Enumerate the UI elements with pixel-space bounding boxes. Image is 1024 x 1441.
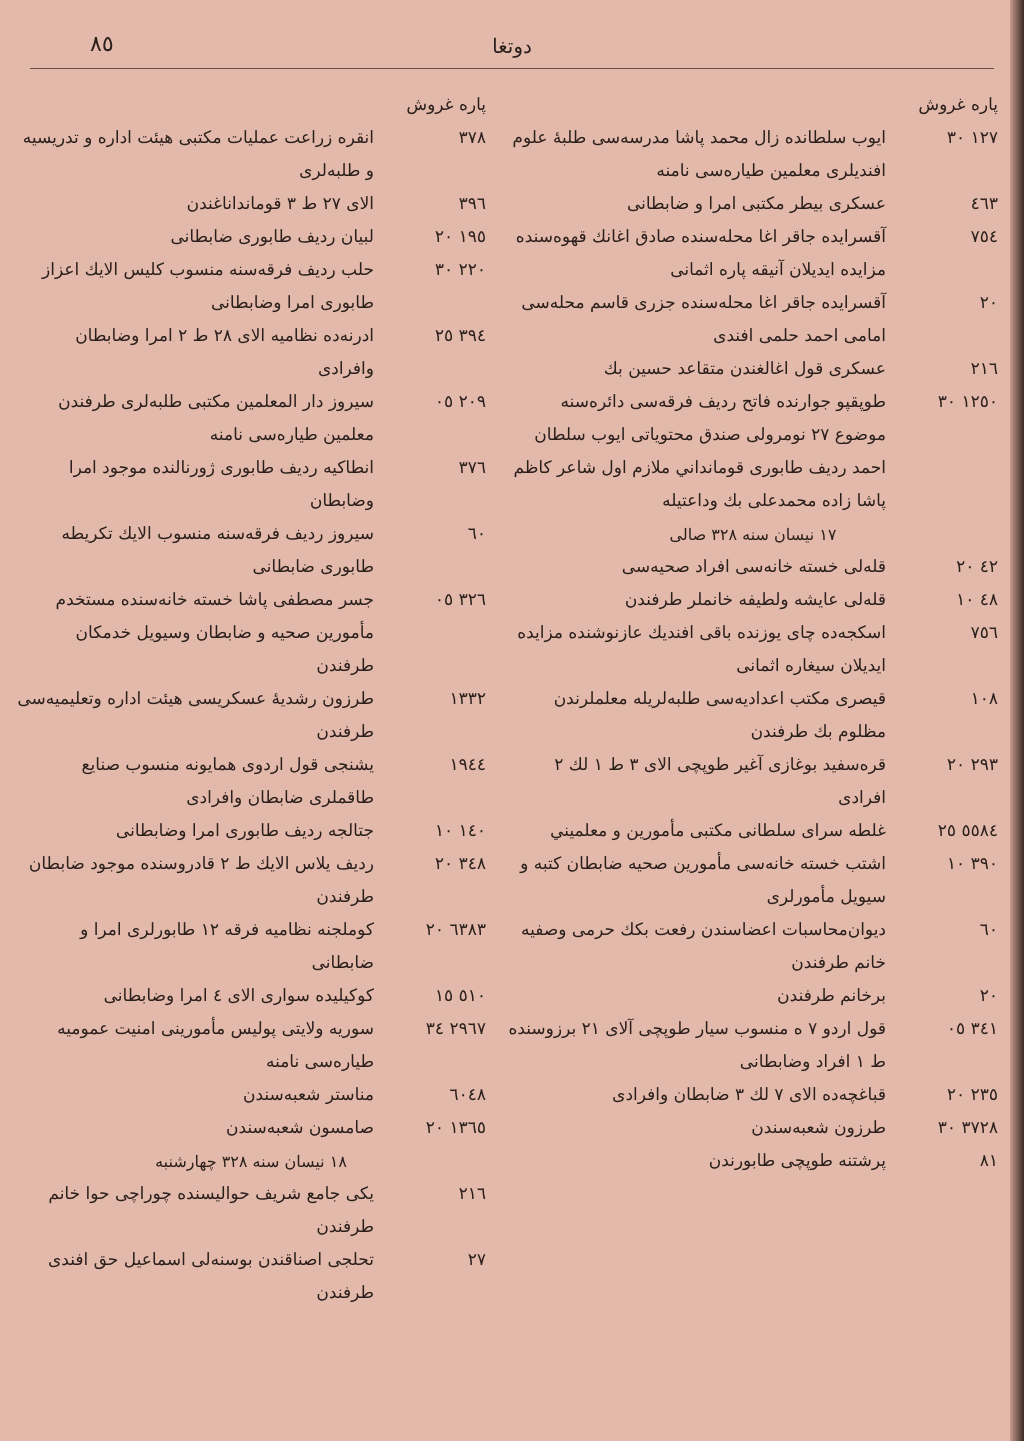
entry-description: كوكيليده سواری الای ٤ امرا وضابطانی xyxy=(103,986,374,1006)
ledger-entry xyxy=(16,1178,486,1244)
entry-amount: ٤٢ ٢٠ xyxy=(956,557,998,577)
ledger-entry xyxy=(16,848,486,914)
left-column xyxy=(16,88,486,1310)
entry-description: سوريه ولايتی پوليس مأمورينی امنيت عموميه طياره‌سی نامنه xyxy=(57,1019,374,1072)
ledger-entry xyxy=(16,1013,486,1079)
ledger-entry xyxy=(508,749,998,815)
entry-amount: ٣٩٤ ٢٥ xyxy=(434,326,486,346)
entry-amount: ٢٣٥ ٢٠ xyxy=(946,1085,998,1105)
entry-description: قول اردو ٧ ه منسوب سيار طوپچی آلای ٢١ برزوسنده ط ١ افراد وضابطانی xyxy=(508,1019,886,1072)
page-header xyxy=(60,28,964,68)
entry-description: حلب رديف فرقه‌سنه منسوب كليس الايك اعزاز طابوری امرا وضابطانی xyxy=(42,260,374,313)
ledger-entry xyxy=(508,1112,998,1145)
column-heading: پاره غروش xyxy=(918,95,998,115)
ledger-entry xyxy=(508,353,998,386)
entry-description: ديوان‌محاسبات اعضاسندن رفعت بكك حرمی وصفيه خانم طرفندن xyxy=(520,920,886,973)
entry-amount: ٧٥٤ xyxy=(970,227,998,247)
entry-description: جتالجه رديف طابوری امرا وضابطانی xyxy=(115,821,374,841)
entry-amount: ٣٩٦ xyxy=(458,194,486,214)
entry-description: كوملجنه نظاميه فرقه ١٢ طابورلری امرا و ضابطانی xyxy=(80,920,374,973)
entry-description: قله‌لی عايشه ولطيفه خانملر طرفندن xyxy=(624,590,886,610)
ledger-entry xyxy=(16,1244,486,1310)
entry-amount: ٨١ xyxy=(979,1151,998,1171)
entry-amount: ٢٧ xyxy=(467,1250,486,1270)
date-note: ١٧ نيسان سنه ٣٢٨ صالی xyxy=(669,525,837,544)
ledger-entry xyxy=(16,1079,486,1112)
entry-amount: ٣٧٨ xyxy=(458,128,486,148)
ledger-entry xyxy=(508,914,998,980)
entry-amount: ٣٧٢٨ ٣٠ xyxy=(937,1118,998,1138)
book-spine-shadow xyxy=(1010,0,1024,1441)
entry-amount: ٧٥٦ xyxy=(970,623,998,643)
entry-description: اشتب خسته خانه‌سی مأمورين صحيه ضابطان كتبه و سيويل مأمورلری xyxy=(520,854,886,907)
entry-amount: ١٤٠ ١٠ xyxy=(434,821,486,841)
right-column xyxy=(508,88,998,1178)
entry-amount: ٢٠ xyxy=(979,293,998,313)
ledger-entry xyxy=(16,221,486,254)
ledger-entry xyxy=(508,551,998,584)
date-note: ١٨ نيسان سنه ٣٢٨ چهارشنبه xyxy=(155,1152,347,1171)
ledger-entry xyxy=(508,122,998,188)
ledger-entry xyxy=(16,980,486,1013)
ledger-entry xyxy=(508,980,998,1013)
ledger-entry xyxy=(508,1079,998,1112)
entry-amount: ١٣٣٢ xyxy=(449,689,486,709)
ledger-entry xyxy=(508,584,998,617)
entry-description: آقسرايده جاقر اغا محله‌سنده صادق اغانك قهوه‌سنده مزايده ايديلان آنيقه پاره اثمانی xyxy=(515,227,886,280)
page-number: ٨٥ xyxy=(90,32,114,57)
entry-description: قباغچه‌ده الای ٧ لك ٣ ضابطان وافرادی xyxy=(612,1085,886,1105)
ledger-entry xyxy=(16,188,486,221)
ledger-entry xyxy=(16,914,486,980)
entry-description: ادرنه‌ده نظاميه الای ٢٨ ط ٢ امرا وضابطان وافرادی xyxy=(75,326,374,379)
entry-description: انطاكيه رديف طابوری ژورنالنده موجود امرا وضابطان xyxy=(68,458,374,511)
entry-description: طرزون شعبه‌سندن xyxy=(751,1118,886,1138)
entry-amount: ٢٩٣ ٢٠ xyxy=(946,755,998,775)
entry-amount: ٢٩٦٧ ٣٤ xyxy=(425,1019,486,1039)
entry-amount: ٣٢٦ ٠٥ xyxy=(434,590,486,610)
column-heading: پاره غروش xyxy=(406,95,486,115)
entry-description: لبيان رديف طابوری ضابطانی xyxy=(170,227,374,247)
entry-description: انقره زراعت عمليات مكتبی هيئت اداره و تدريسيه و طلبه‌لری xyxy=(22,128,374,181)
entry-description: يكی جامع شريف حواليسنده چوراچی حوا خانم طرفندن xyxy=(48,1184,374,1237)
entry-description: قره‌سفيد بوغازی آغير طوپچی الای ٣ ط ١ لك ٢ افرادی xyxy=(554,755,886,808)
ledger-entry xyxy=(16,584,486,683)
entry-amount: ٥٥٨٤ ٢٥ xyxy=(937,821,998,841)
entry-description: طرزون رشديهٔ عسكريسی هيئت اداره وتعليميه‌سی طرفندن xyxy=(17,689,374,742)
ledger-entry xyxy=(508,815,998,848)
ledger-entry xyxy=(16,518,486,584)
entry-amount: ٤٨ ١٠ xyxy=(956,590,998,610)
running-title: دوتغا xyxy=(492,34,532,58)
entry-description: عسكری قول اغالغندن متقاعد حسين بك xyxy=(603,359,886,379)
entry-amount: ١٠٨ xyxy=(970,689,998,709)
entry-description: جسر مصطفى پاشا خسته خانه‌سنده مستخدم مأمورين صحيه و ضابطان وسيويل خدمكان طرفندن xyxy=(55,590,374,676)
ledger-entry xyxy=(16,749,486,815)
ledger-entry xyxy=(508,683,998,749)
entry-amount: ٣٩٠ ١٠ xyxy=(946,854,998,874)
entry-description: طوپقپو جوارنده فاتح رديف فرقه‌سی دائره‌سنه موضوع ٢٧ نومرولی صندق محتوياتی ايوب سلطان احمد رديف طابوری قومانداني ملازم اول شاعر كاظم پاشا زاده محمدعلی بك وداعتيله xyxy=(513,392,886,511)
entry-amount: ٦٠ xyxy=(979,920,998,940)
entry-amount: ٥١٠ ١٥ xyxy=(434,986,486,1006)
entry-amount: ٣٤١ ٠٥ xyxy=(946,1019,998,1039)
entry-amount: ١٢٧ ٣٠ xyxy=(946,128,998,148)
ledger-entry xyxy=(508,386,998,518)
entry-amount: ١٢٥٠ ٣٠ xyxy=(937,392,998,412)
ledger-entry xyxy=(16,254,486,320)
entry-description: يشنجی قول اردوی همايونه منسوب صنايع طاقملری ضابطان وافرادی xyxy=(81,755,374,808)
entry-amount: ٦٣٨٣ ٢٠ xyxy=(425,920,486,940)
entry-amount: ٢١٦ xyxy=(970,359,998,379)
ledger-entry xyxy=(16,122,486,188)
ledger-entry xyxy=(508,848,998,914)
entry-description: الای ٢٧ ط ٣ قومانداناغندن xyxy=(186,194,374,214)
entry-amount: ٦٠ xyxy=(467,524,486,544)
entry-amount: ٢٠٩ ٠٥ xyxy=(434,392,486,412)
entry-amount: ١٩٥ ٢٠ xyxy=(434,227,486,247)
entry-amount: ٢٢٠ ٣٠ xyxy=(434,260,486,280)
ledger-entry xyxy=(508,287,998,353)
entry-description: آقسرايده جاقر اغا محله‌سنده جزری قاسم محله‌سی امامی احمد حلمی افندی xyxy=(521,293,886,346)
ledger-entry xyxy=(508,221,998,287)
ledger-entry xyxy=(508,617,998,683)
entry-amount: ٦٠٤٨ xyxy=(449,1085,486,1105)
entry-amount: ١٣٦٥ ٢٠ xyxy=(425,1118,486,1138)
entry-description: تحلجی اصناقندن بوسنه‌لی اسماعيل حق افندی طرفندن xyxy=(48,1250,374,1303)
entry-amount: ٣٧٦ xyxy=(458,458,486,478)
entry-amount: ٢٠ xyxy=(979,986,998,1006)
ledger-entry xyxy=(16,1112,486,1145)
ledger-entry xyxy=(16,683,486,749)
entry-description: رديف يلاس الايك ط ٢ قادروسنده موجود ضابطان طرفندن xyxy=(28,854,374,907)
ledger-entry xyxy=(16,452,486,518)
entry-amount: ١٩٤٤ xyxy=(449,755,486,775)
entry-description: قيصری مكتب اعدادیه‌سی طلبه‌لريله معلملرندن مظلوم بك طرفندن xyxy=(553,689,886,742)
entry-description: غلطه سرای سلطانی مكتبی مأمورين و معلميني xyxy=(550,821,886,841)
entry-description: ايوب سلطانده زال محمد پاشا مدرسه‌سی طلبهٔ علوم افنديلری معلمين طياره‌سی نامنه xyxy=(512,128,886,181)
entry-description: صامسون شعبه‌سندن xyxy=(225,1118,374,1138)
entry-amount: ٣٤٨ ٢٠ xyxy=(434,854,486,874)
entry-amount: ٢١٦ xyxy=(458,1184,486,1204)
ledger-entry xyxy=(16,815,486,848)
entry-description: برخانم طرفندن xyxy=(777,986,886,1006)
ledger-entry xyxy=(508,1145,998,1178)
ledger-entry xyxy=(16,320,486,386)
entry-description: قله‌لی خسته خانه‌سی افراد صحيه‌سی xyxy=(621,557,886,577)
entry-description: سيروز دار المعلمين مكتبی طلبه‌لری طرفندن معلمين طياره‌سی نامنه xyxy=(58,392,374,445)
ledger-entry xyxy=(16,386,486,452)
entry-description: عسكری بيطر مكتبی امرا و ضابطانی xyxy=(626,194,886,214)
entry-description: سيروز رديف فرقه‌سنه منسوب الايك تكريطه طابوری ضابطانی xyxy=(61,524,374,577)
entry-description: اسكجه‌ده چای يوزنده باقی افنديك عازنوشنده مزايده ايديلان سيغاره اثمانی xyxy=(517,623,886,676)
ledger-entry xyxy=(508,1013,998,1079)
entry-description: پرشتنه طوپچی طابورندن xyxy=(708,1151,886,1171)
ledger-entry xyxy=(508,188,998,221)
header-rule xyxy=(30,68,994,69)
entry-amount: ٤٦٣ xyxy=(970,194,998,214)
entry-description: مناستر شعبه‌سندن xyxy=(242,1085,374,1105)
